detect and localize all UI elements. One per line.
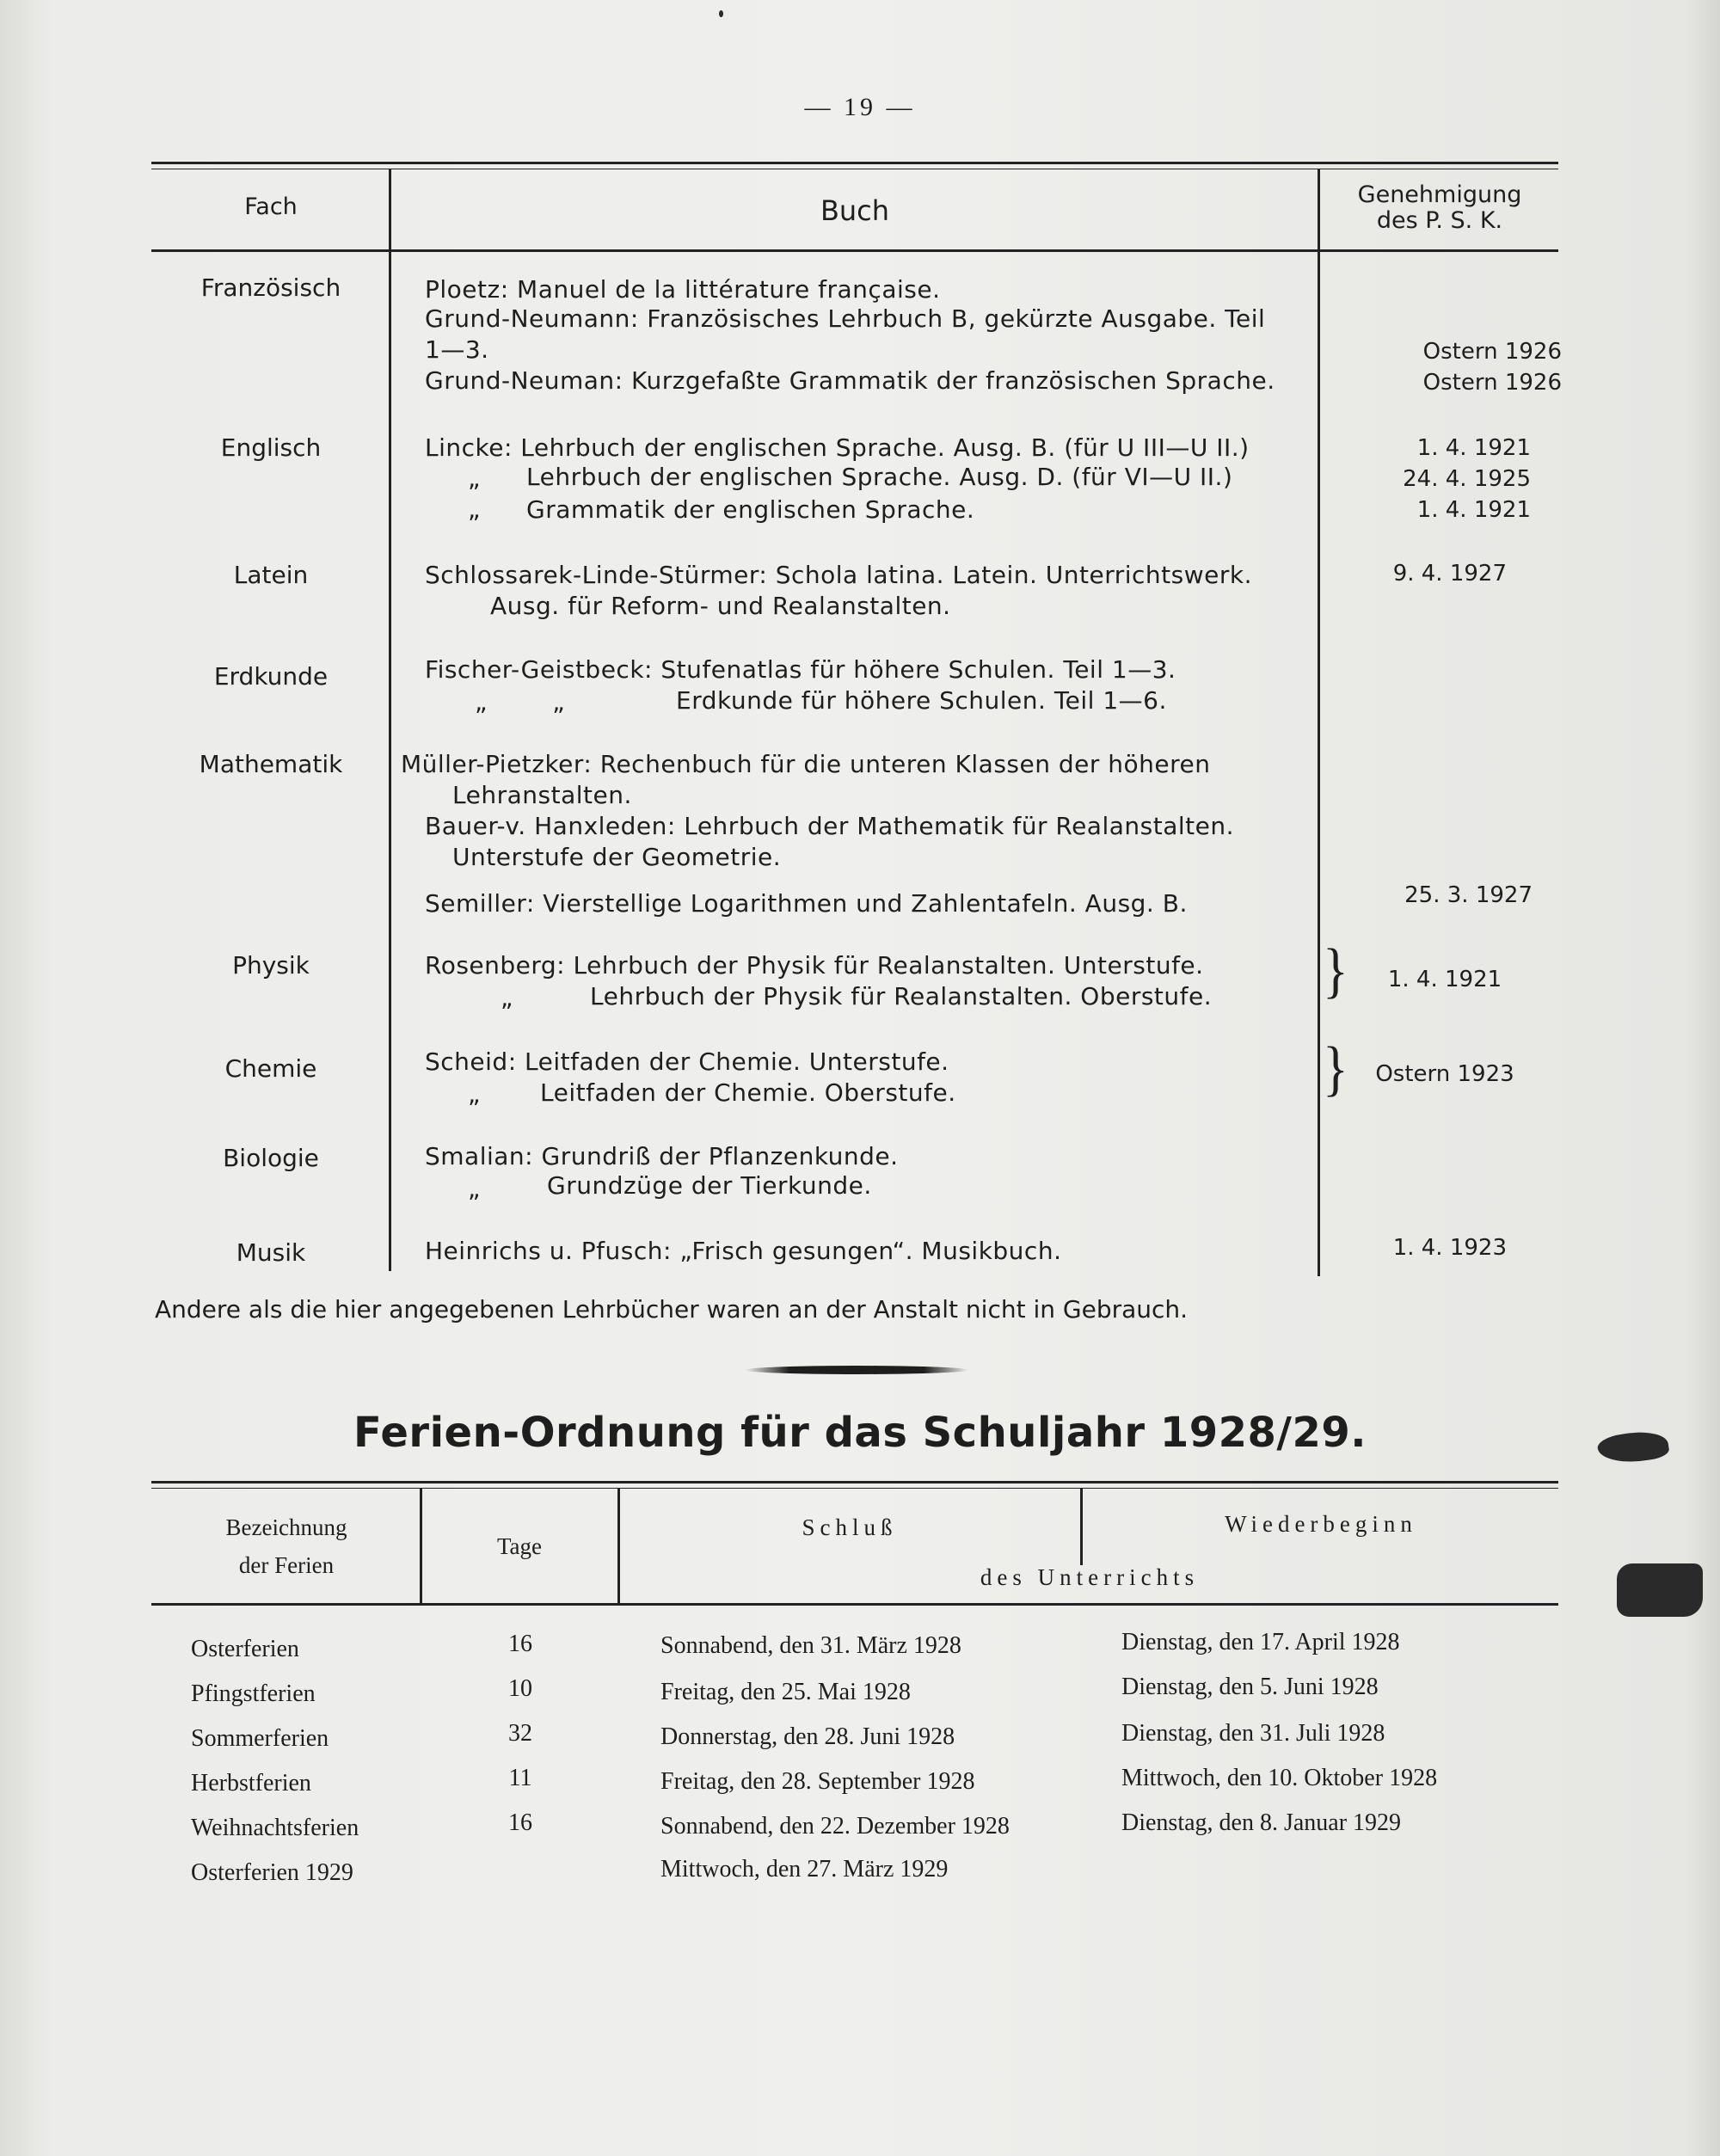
- ferien-schluss: Donnerstag, den 28. Juni 1928: [660, 1723, 955, 1750]
- ferien-name: Sommerferien: [191, 1725, 329, 1752]
- header-des-unterrichts: des Unterrichts: [980, 1564, 1200, 1590]
- ferien-name: Osterferien: [191, 1636, 299, 1662]
- column-divider: [389, 169, 391, 1271]
- ferien-tage: 10: [508, 1675, 532, 1702]
- table-header-rule: [151, 1603, 1558, 1606]
- table-header-rule: [151, 249, 1558, 252]
- column-divider: [420, 1488, 422, 1605]
- fach-label: Erdkunde: [213, 662, 329, 691]
- ferien-tage: 32: [508, 1720, 532, 1747]
- ferien-wiederbeginn: Dienstag, den 8. Januar 1929: [1121, 1809, 1402, 1836]
- brace: }: [1323, 937, 1348, 1005]
- header-tage: Tage: [496, 1533, 543, 1559]
- book-line: Grundzüge der Tierkunde.: [547, 1171, 872, 1200]
- book-line: Heinrichs u. Pfusch: „Frisch gesungen“. Musikbuch.: [425, 1237, 1062, 1265]
- approval-date: 24. 4. 1925: [1403, 466, 1531, 492]
- fach-label: Chemie: [224, 1054, 317, 1083]
- approval-date: 9. 4. 1927: [1392, 561, 1507, 587]
- approval-date: Ostern 1926: [1422, 370, 1562, 396]
- fach-label: Physik: [232, 951, 310, 980]
- ferien-name: Weihnachtsferien: [191, 1815, 359, 1841]
- approval-date: Ostern 1923: [1375, 1061, 1514, 1087]
- book-line: Semiller: Vierstellige Logarithmen und Zahlentafeln. Ausg. B.: [425, 889, 1188, 918]
- brace: }: [1323, 1035, 1348, 1103]
- header-wiederbeginn: Wiederbeginn: [1225, 1511, 1417, 1537]
- book-line: Lehrbuch der englischen Sprache. Ausg. D. (für VI—U II.): [526, 463, 1233, 491]
- column-divider: [1318, 169, 1320, 1276]
- book-line: Müller-Pietzker: Rechenbuch für die unteren Klassen der höheren: [401, 750, 1211, 778]
- table-top-rule: [151, 1481, 1558, 1483]
- book-line: Smalian: Grundriß der Pflanzenkunde.: [425, 1142, 899, 1170]
- ferien-tage: 11: [508, 1765, 532, 1791]
- ferien-tage: 16: [508, 1809, 532, 1836]
- ditto-mark: „: [468, 464, 482, 493]
- approval-date: Ostern 1926: [1422, 339, 1562, 365]
- fach-label: Musik: [236, 1238, 306, 1267]
- book-line: Leitfaden der Chemie. Oberstufe.: [540, 1078, 956, 1107]
- ferien-wiederbeginn: Dienstag, den 17. April 1928: [1121, 1629, 1400, 1655]
- header-schluss: Schluß: [802, 1514, 898, 1540]
- header-buch: Buch: [820, 194, 890, 227]
- ferien-schluss: Freitag, den 25. Mai 1928: [660, 1679, 911, 1705]
- approval-date: 1. 4. 1921: [1416, 435, 1531, 461]
- approval-date: 1. 4. 1921: [1416, 497, 1531, 523]
- ferien-name: Osterferien 1929: [191, 1859, 353, 1886]
- ferien-schluss: Sonnabend, den 31. März 1928: [660, 1632, 961, 1659]
- header-fach: Fach: [244, 193, 298, 220]
- tape-remnant: [1617, 1563, 1703, 1617]
- fach-label: Latein: [233, 561, 309, 589]
- ferien-schluss: Freitag, den 28. September 1928: [660, 1768, 975, 1795]
- ditto-mark: „: [468, 1175, 482, 1203]
- speck: [719, 10, 723, 17]
- ferien-wiederbeginn: Dienstag, den 5. Juni 1928: [1121, 1674, 1379, 1700]
- ditto-mark: „ „: [475, 688, 566, 716]
- fach-label: Mathematik: [199, 750, 343, 778]
- header-bezeichnung: Bezeichnung der Ferien: [225, 1514, 347, 1578]
- ferien-name: Pfingstferien: [191, 1680, 316, 1707]
- ferien-wiederbeginn: Dienstag, den 31. Juli 1928: [1121, 1720, 1385, 1747]
- book-line: Grammatik der englischen Sprache.: [526, 495, 975, 524]
- book-line: Fischer-Geistbeck: Stufenatlas für höhere Schulen. Teil 1—3.: [425, 655, 1176, 684]
- book-line: Rosenberg: Lehrbuch der Physik für Realanstalten. Unterstufe.: [425, 951, 1204, 980]
- book-line: Scheid: Leitfaden der Chemie. Unterstufe.: [425, 1047, 949, 1076]
- book-line: Unterstufe der Geometrie.: [452, 843, 782, 871]
- book-line: Schlossarek-Linde-Stürmer: Schola latina. Latein. Unterrichtswerk.: [425, 561, 1252, 589]
- ditto-mark: „: [468, 495, 482, 524]
- fach-label: Französisch: [200, 273, 341, 302]
- column-divider: [617, 1488, 620, 1605]
- book-line: Lincke: Lehrbuch der englischen Sprache. Ausg. B. (für U III—U II.): [425, 433, 1250, 462]
- ferien-schluss: Sonnabend, den 22. Dezember 1928: [660, 1813, 1010, 1840]
- approval-date: 1. 4. 1921: [1387, 967, 1502, 992]
- header-genehmigung: Genehmigung des P. S. K.: [1357, 181, 1522, 234]
- ferien-tage: 16: [508, 1631, 532, 1657]
- fach-label: Biologie: [223, 1144, 319, 1172]
- ditto-mark: „: [501, 984, 514, 1012]
- book-line: Ausg. für Reform- und Realanstalten.: [490, 592, 951, 620]
- ferien-name: Herbstferien: [191, 1770, 311, 1797]
- approval-date: 1. 4. 1923: [1392, 1235, 1507, 1261]
- ferien-title: Ferien-Ordnung für das Schuljahr 1928/29.: [353, 1409, 1367, 1457]
- section-divider: [745, 1366, 968, 1374]
- table-top-rule-thin: [151, 1488, 1558, 1489]
- book-line: Lehrbuch der Physik für Realanstalten. Oberstufe.: [590, 982, 1213, 1010]
- book-line: Bauer-v. Hanxleden: Lehrbuch der Mathematik für Realanstalten.: [425, 812, 1234, 840]
- book-line: Erdkunde für höhere Schulen. Teil 1—6.: [676, 686, 1167, 715]
- ferien-wiederbeginn: Mittwoch, den 10. Oktober 1928: [1121, 1765, 1438, 1791]
- ditto-mark: „: [468, 1080, 482, 1109]
- ferien-schluss: Mittwoch, den 27. März 1929: [660, 1856, 949, 1883]
- book-line: Ploetz: Manuel de la littérature française.: [425, 275, 941, 304]
- page-number: — 19 —: [804, 93, 916, 121]
- footnote: Andere als die hier angegebenen Lehrbücher waren an der Anstalt nicht in Gebrauch.: [155, 1295, 1189, 1324]
- table-top-rule: [151, 162, 1558, 164]
- column-divider: [1080, 1488, 1083, 1565]
- book-line: Grund-Neumann: Französisches Lehrbuch B, gekürzte Ausgabe. Teil: [425, 304, 1266, 333]
- approval-date: 25. 3. 1927: [1404, 882, 1533, 908]
- book-line: 1—3.: [425, 335, 489, 364]
- book-line: Lehranstalten.: [452, 781, 632, 809]
- book-line: Grund-Neuman: Kurzgefaßte Grammatik der französischen Sprache.: [425, 366, 1275, 395]
- fach-label: Englisch: [220, 433, 322, 462]
